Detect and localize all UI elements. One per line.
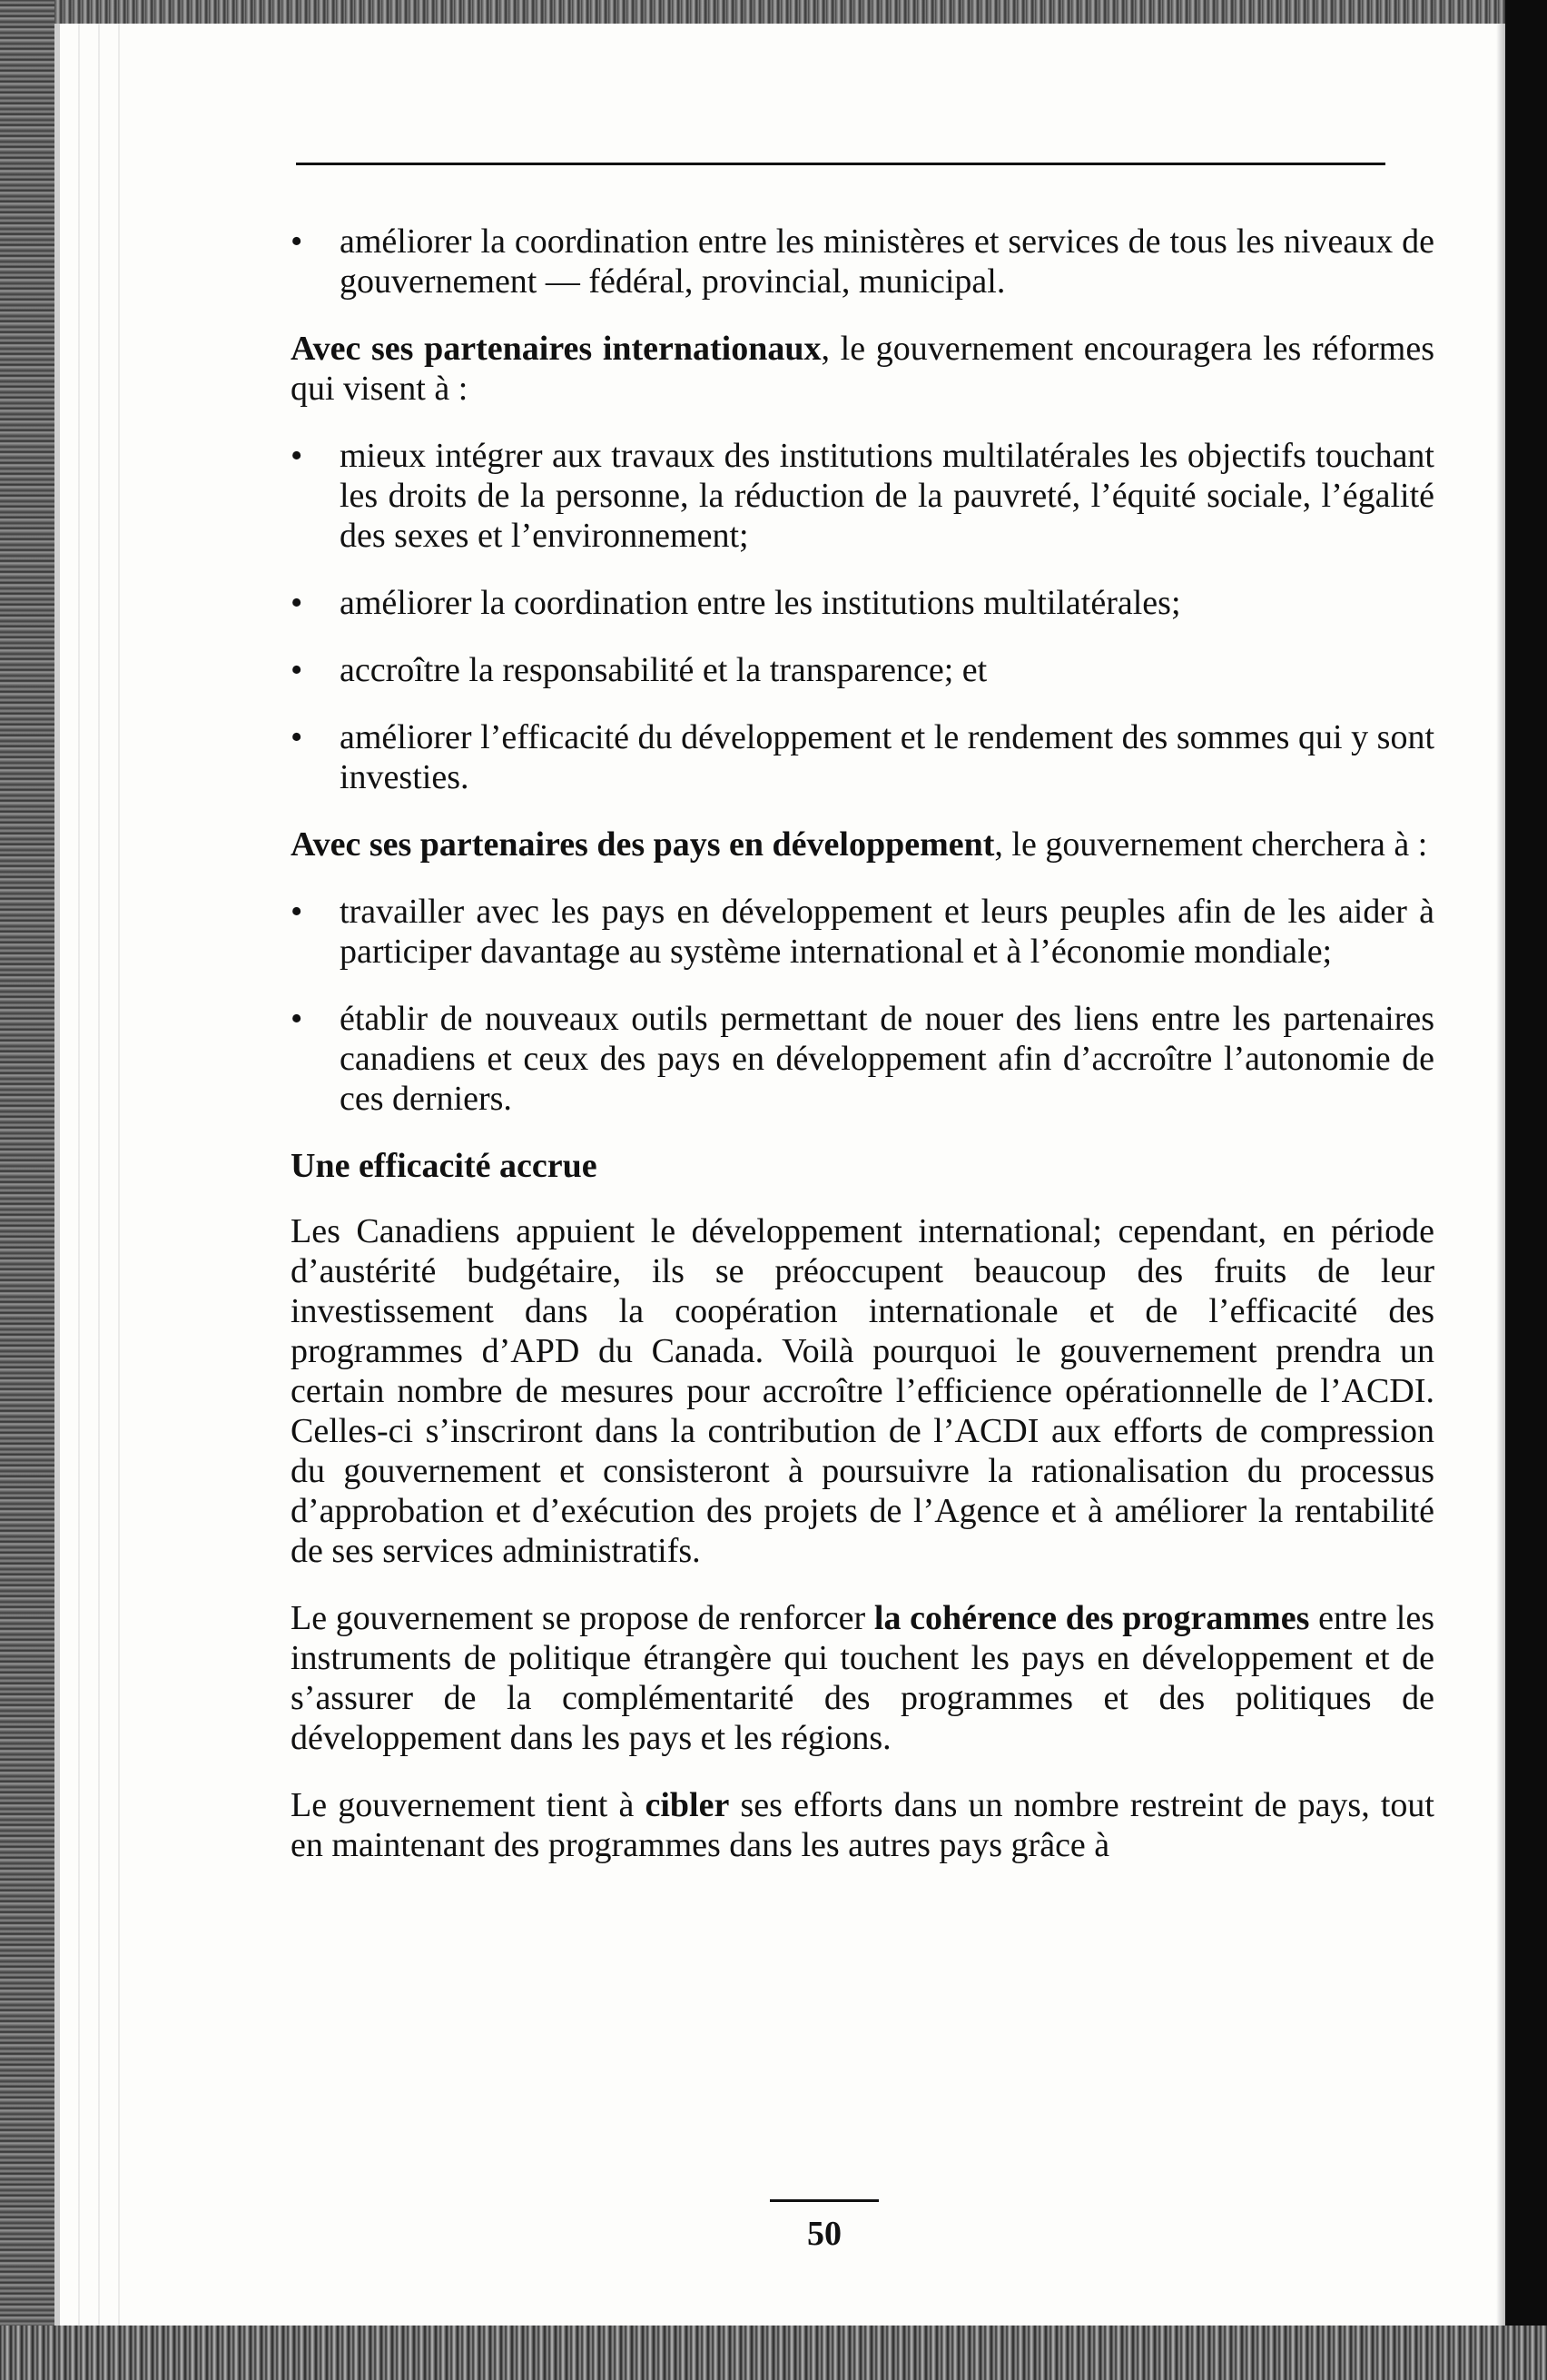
intro-developing — [291, 825, 1434, 864]
paragraph-cibler-end: ses efforts dans un nombre restreint de pays, tout en maintenant des programmes dans les autres pays grâce à — [291, 1786, 1434, 1864]
list-item-text: mieux intégrer aux travaux des institutions multilatérales les objectifs touchant les droits de la personne, la réduction de la pauvreté, l’équité sociale, l’égalité des sexes et l’environnement; — [340, 437, 1434, 555]
intro-international — [291, 329, 1434, 409]
list-item-text: établir de nouveaux outils permettant de nouer des liens entre les partenaires canadiens et ceux des pays en développement afin d’accroître l’autonomie de ces derniers. — [340, 1000, 1434, 1118]
paragraph-coherence-start: Le gouvernement se propose de renforcer — [291, 1599, 874, 1637]
list-item — [291, 892, 1434, 972]
intro-developing-rest: , le gouvernement cherchera à : — [994, 825, 1428, 864]
intro-developing-bold: Avec ses partenaires des pays en développement — [291, 825, 995, 864]
bullet-marker: • — [291, 1000, 303, 1038]
intro-international-bold: Avec ses partenaires internationaux — [291, 330, 822, 368]
scan-top-edge — [0, 0, 1547, 24]
scan-right-edge — [1505, 0, 1547, 2380]
paragraph-coherence — [291, 1598, 1434, 1758]
bullet-marker: • — [291, 584, 303, 622]
list-item — [291, 436, 1434, 556]
list-item — [291, 999, 1434, 1119]
page-body — [291, 222, 1434, 1892]
paragraph-cibler-bold: cibler — [645, 1786, 730, 1824]
bullet-marker: • — [291, 718, 303, 756]
list-item-text: améliorer la coordination entre les ministères et services de tous les niveaux de gouvernement — fédéral, provincial, municipal. — [340, 222, 1434, 301]
paragraph-cibler — [291, 1785, 1434, 1865]
intro-international-rest: , le gouvernement encouragera les réformes qui visent à : — [291, 330, 1434, 408]
list-item-text: accroître la responsabilité et la transparence; et — [340, 651, 988, 689]
list-item-text: travailler avec les pays en développement et leurs peuples afin de les aider à participer davantage au système international et à l’économie mondiale; — [340, 893, 1434, 971]
bullet-marker: • — [291, 222, 303, 261]
scan-left-edge — [0, 0, 54, 2380]
scan-bottom-edge — [0, 2326, 1547, 2380]
bullet-marker: • — [291, 437, 303, 475]
bullet-marker: • — [291, 651, 303, 689]
paragraph-cibler-start: Le gouvernement tient à — [291, 1786, 645, 1824]
page-edge-shadow — [1496, 24, 1505, 2326]
list-item-text: améliorer l’efficacité du développement et le rendement des sommes qui y sont investies. — [340, 718, 1434, 796]
list-item — [291, 222, 1434, 301]
binding-lines — [69, 24, 123, 2326]
section-heading: Une efficacité accrue — [291, 1147, 597, 1185]
page-number-rule — [770, 2199, 879, 2202]
page-number: 50 — [807, 2215, 842, 2253]
list-item — [291, 717, 1434, 797]
paragraph-coherence-bold: la cohérence des programmes — [873, 1599, 1310, 1637]
list-item — [291, 583, 1434, 623]
paragraph-coherence-end: entre les instruments de politique étrangère qui touchent les pays en développement et de s’assurer de la complémentarité des programmes et des politiques de développement dans les pays et les régions. — [291, 1599, 1434, 1757]
document-page — [54, 24, 1505, 2326]
list-item-text: améliorer la coordination entre les institutions multilatérales; — [340, 584, 1181, 622]
header-rule — [296, 163, 1385, 165]
bullet-marker: • — [291, 893, 303, 931]
list-item — [291, 650, 1434, 690]
paragraph-efficacite: Les Canadiens appuient le développement international; cependant, en période d’austérité budgétaire, ils se préoccupent beaucoup des fruits de leur investissement dans la coopération internationale et de l’efficacité des programmes d’APD du Canada. Voilà pourquoi le gouvernement prendra un certain nombre de mesures pour accroître l’efficience opérationnelle de l’ACDI. Celles-ci s’inscriront dans la contribution de l’ACDI aux efforts de compression du gouvernement et consisteront à poursuivre la rationalisation du processus d’approbation et d’exécution des projets de l’Agence et à améliorer la rentabilité de ses services administratifs. — [291, 1212, 1434, 1570]
